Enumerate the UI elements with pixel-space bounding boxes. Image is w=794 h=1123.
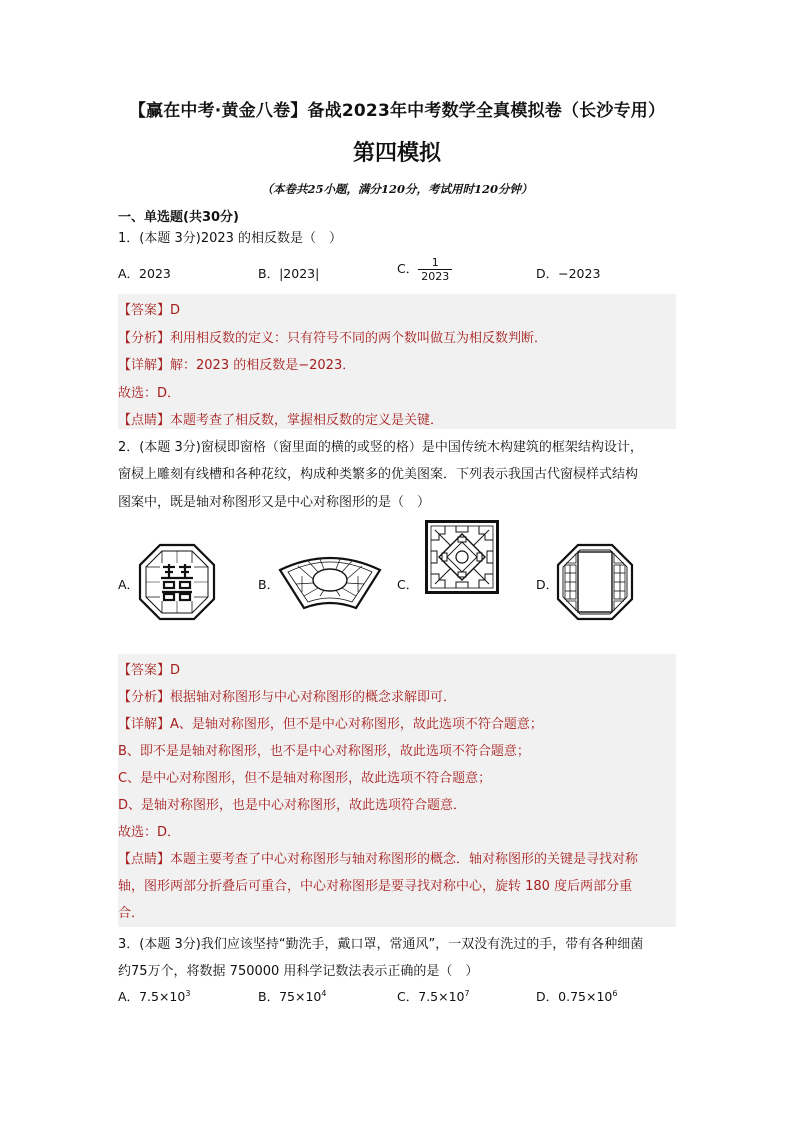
q2-comment-line-2: 轴，图形两部分折叠后可重合，中心对称图形是要寻找对称中心，旋转 180 度后两部分重: [118, 879, 633, 894]
q2-comment-line-1: [118, 848, 638, 867]
q1-choice: 故选：D．: [118, 386, 181, 401]
exam-subtitle: 第四模拟: [352, 141, 441, 166]
q1-option-b[interactable]: B．|2023|: [258, 266, 320, 281]
detail-tag: 【详解】: [118, 717, 171, 732]
q2-answer: [118, 659, 180, 678]
section-title: 一、单选题(共30分): [118, 210, 239, 225]
q3-options: [118, 987, 678, 1009]
q1-detail: [118, 354, 355, 373]
q2-option-b-label[interactable]: B．: [258, 577, 280, 592]
fan-window-figure[interactable]: [278, 552, 382, 610]
option-exponent: 6: [612, 988, 618, 998]
option-base: 0.75×10: [558, 989, 613, 1004]
q3-option-c[interactable]: [397, 987, 470, 1005]
q1-option-c-fraction: [418, 256, 452, 283]
comment-tag: 【点睛】: [118, 852, 171, 867]
q2-option-d-label[interactable]: D．: [536, 577, 559, 592]
q2-option-c-label[interactable]: C．: [397, 577, 419, 592]
q1-answer-block: [118, 294, 676, 429]
q1-option-d[interactable]: D．−2023: [536, 266, 601, 281]
analysis-text: 根据轴对称图形与中心对称图形的概念求解即可．: [170, 690, 457, 705]
q1-analysis: [118, 327, 547, 346]
analysis-tag: 【分析】: [118, 331, 171, 346]
answer-tag: 【答案】: [118, 303, 171, 318]
q2-option-a-label[interactable]: A．: [118, 577, 140, 592]
analysis-tag: 【分析】: [118, 690, 171, 705]
q2-stem-line-2: 窗棂上雕刻有线槽和各种花纹，构成种类繁多的优美图案．下列表示我国古代窗棂样式结构: [118, 467, 639, 482]
answer-tag: 【答案】: [118, 663, 171, 678]
option-label: A．: [118, 989, 140, 1004]
q3-option-a[interactable]: [118, 987, 190, 1005]
q1-option-a[interactable]: A．2023: [118, 266, 171, 281]
q1-comment: [118, 409, 443, 428]
q3-option-d[interactable]: [536, 987, 617, 1005]
option-label: C．: [397, 989, 419, 1004]
detail-text: 解：2023 的相反数是−2023．: [170, 358, 356, 373]
square-window-figure[interactable]: [425, 520, 499, 594]
detail-tag: 【详解】: [118, 358, 171, 373]
q1-option-c-label: C．: [397, 261, 419, 276]
comment-text: 本题考查了相反数，掌握相反数的定义是关键．: [170, 413, 444, 428]
q1-option-c[interactable]: [397, 256, 452, 283]
option-base: 7.5×10: [418, 989, 465, 1004]
q1-answer: [118, 299, 180, 318]
q1-options: [118, 256, 678, 290]
q3-option-b[interactable]: [258, 987, 326, 1005]
option-exponent: 7: [464, 988, 470, 998]
option-exponent: 3: [185, 988, 191, 998]
q2-stem-line-3: 图案中，既是轴对称图形又是中心对称图形的是（ ）: [118, 495, 431, 510]
answer-value: D: [170, 663, 181, 678]
q3-stem-line-2: 约75万个，将数据 750000 用科学记数法表示正确的是（ ）: [118, 964, 479, 979]
exam-note: （本卷共25小题，满分120分，考试用时120分钟）: [261, 182, 533, 196]
detail-text: A、是轴对称图形，但不是中心对称图形，故此选项不符合题意；: [170, 717, 543, 732]
answer-value: D: [170, 303, 181, 318]
q2-detail-line-4: D、是轴对称图形，也是中心对称图形，故此选项符合题意．: [118, 798, 467, 813]
q2-choice: 故选：D．: [118, 825, 181, 840]
exam-title: 【赢在中考·黄金八卷】备战2023年中考数学全真模拟卷（长沙专用）: [128, 101, 666, 121]
q3-stem-line-1: 3．(本题 3分)我们应该坚持“勤洗手，戴口罩，常通风”，一双没有洗过的手，带有各种细菌: [118, 937, 644, 952]
q2-analysis: [118, 686, 456, 705]
q2-detail-line-1: [118, 713, 543, 732]
option-base: 7.5×10: [139, 989, 186, 1004]
q2-detail-line-3: C、是中心对称图形，但不是轴对称图形，故此选项不符合题意；: [118, 771, 492, 786]
fraction-numerator: 1: [418, 256, 452, 270]
option-label: B．: [258, 989, 280, 1004]
fraction-denominator: 2023: [421, 270, 450, 283]
q2-detail-line-2: B、即不是是轴对称图形，也不是中心对称图形，故此选项不符合题意；: [118, 744, 530, 759]
q2-stem-line-1: 2．(本题 3分)窗棂即窗格（窗里面的横的或竖的格）是中国传统木构建筑的框架结构设计，: [118, 440, 643, 455]
comment-tag: 【点睛】: [118, 413, 171, 428]
option-exponent: 4: [321, 988, 327, 998]
q2-comment-line-3: 合．: [118, 906, 145, 921]
octagon-rectangle-window-figure[interactable]: [556, 543, 634, 621]
q1-stem: 1．(本题 3分)2023 的相反数是（ ）: [118, 231, 343, 246]
comment-text: 本题主要考查了中心对称图形与轴对称图形的概念．轴对称图形的关键是寻找对称: [170, 852, 639, 867]
option-label: D．: [536, 989, 559, 1004]
analysis-text: 利用相反数的定义：只有符号不同的两个数叫做互为相反数判断．: [170, 331, 548, 346]
option-base: 75×10: [279, 989, 322, 1004]
octagon-window-figure[interactable]: [138, 543, 216, 621]
q2-answer-block: [118, 654, 676, 927]
